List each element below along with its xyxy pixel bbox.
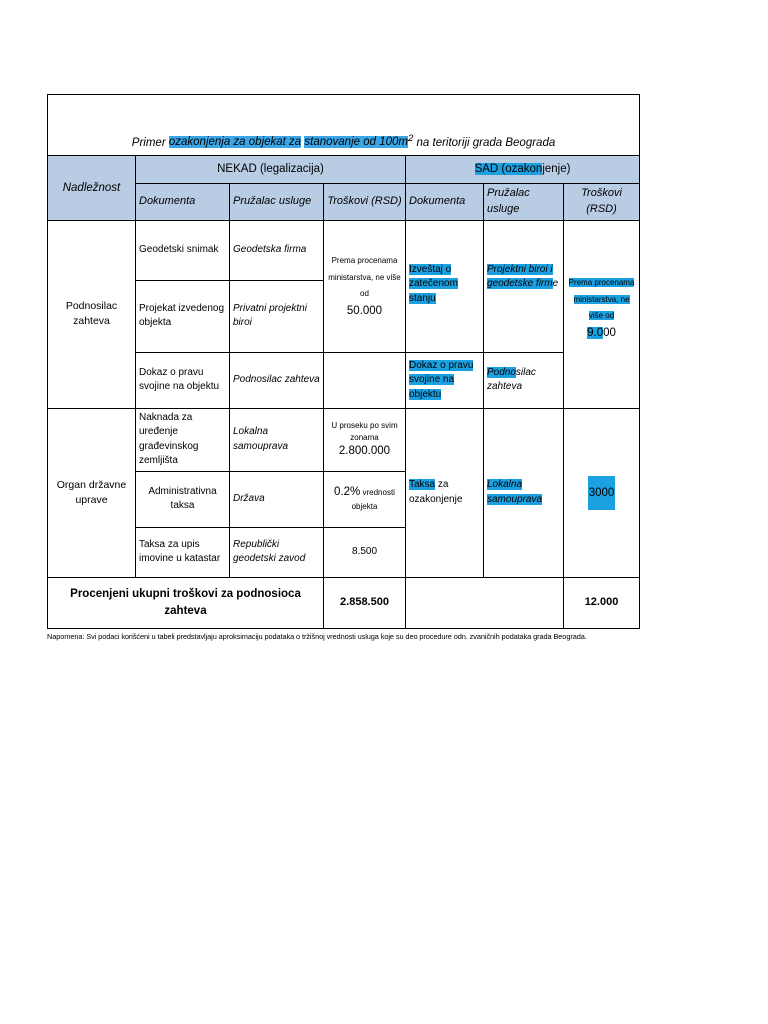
- footnote: Napomena: Svi podaci korišćeni u tabeli predstavljaju aproksimaciju podataka o tržišnoj vrednosti usluga koje su deo procedure odn. zvaničnih podataka grada Beograda.: [47, 631, 587, 641]
- sad-cost-section1: [564, 220, 640, 408]
- nekad-doc-projekat: Projekat izvedenog objekta: [136, 280, 230, 352]
- header-nekad: NEKAD (legalizacija): [136, 156, 406, 184]
- nekad-cost-naknada: [324, 408, 406, 471]
- nekad-provider-lokalna: Lokalna samouprava: [230, 408, 324, 471]
- nekad-cost-value: 50.000: [346, 305, 383, 318]
- header-sad-dokumenta: Dokumenta: [406, 184, 484, 221]
- nekad-cost-administrativna: 0.2% vrednosti objekta: [324, 471, 406, 527]
- nekad-provider-rgz: Republički geodetski zavod: [230, 527, 324, 577]
- header-nekad-dokumenta: Dokumenta: [136, 184, 230, 221]
- nekad-cost-katastar: 8.500: [324, 527, 406, 577]
- header-sad: SAD (ozakonjenje): [406, 156, 640, 184]
- sad-cost-taksa: 3000: [564, 408, 640, 577]
- category-podnosilac: Podnosilac zahteva: [48, 220, 136, 408]
- nekad-naknada-value: 2.800.000: [338, 445, 391, 458]
- nekad-doc-administrativna: Administrativna taksa: [136, 471, 230, 527]
- totals-empty: [406, 577, 564, 628]
- nekad-provider-geodetska-firma: Geodetska firma: [230, 220, 324, 280]
- nekad-doc-naknada: Naknada za uređenje građevinskog zemljišta: [136, 408, 230, 471]
- sad-provider-biroi: Projektni biroi i geodetske firme: [484, 220, 564, 352]
- header-sad-troskovi: Troškovi (RSD): [564, 184, 640, 221]
- sad-cost-value: 9.000: [587, 327, 616, 340]
- nekad-provider-drzava: Država: [230, 471, 324, 527]
- totals-label: Procenjeni ukupni troškovi za podnosioca zahteva: [48, 577, 324, 628]
- header-nekad-pruzalac: Pružalac usluge: [230, 184, 324, 221]
- nekad-cost-note: Prema procenama ministarstva, ne više od: [328, 255, 401, 299]
- document-table-container: [47, 94, 639, 641]
- nekad-cost-section1: [324, 220, 406, 352]
- sad-doc-izvestaj: Izveštaj o zatečenom stanju: [406, 220, 484, 352]
- nekad-doc-katastar: Taksa za upis imovine u katastar: [136, 527, 230, 577]
- nekad-provider-podnosilac: Podnosilac zahteva: [230, 352, 324, 408]
- category-organ: Organ državne uprave: [48, 408, 136, 577]
- nekad-cost-empty: [324, 352, 406, 408]
- sad-provider-podnosilac: Podnosilac zahteva: [484, 352, 564, 408]
- nekad-naknada-note: U proseku po svim zonama: [331, 420, 398, 442]
- totals-nekad: 2.858.500: [324, 577, 406, 628]
- nekad-provider-projektni-biroi: Privatni projektni biroi: [230, 280, 324, 352]
- legalization-cost-table: [47, 94, 640, 629]
- header-nekad-troskovi: Troškovi (RSD): [324, 184, 406, 221]
- sad-cost-note: Prema procenama ministarstva, ne više od: [568, 277, 635, 321]
- nekad-doc-dokaz: Dokaz o pravu svojine na objektu: [136, 352, 230, 408]
- sad-doc-taksa: Taksa za ozakonjenje: [406, 408, 484, 577]
- nekad-doc-geodetski-snimak: Geodetski snimak: [136, 220, 230, 280]
- header-nadleznost: Nadležnost: [48, 156, 136, 221]
- sad-doc-dokaz: Dokaz o pravu svojine na objektu: [406, 352, 484, 408]
- table-title: Primer ozakonjenja za objekat za stanovanje od $100m^2$ na teritoriji grada Beograda: [48, 95, 640, 156]
- sad-provider-lokalna: Lokalna samouprava: [484, 408, 564, 577]
- totals-sad: 12.000: [564, 577, 640, 628]
- header-sad-pruzalac: Pružalac usluge: [484, 184, 564, 221]
